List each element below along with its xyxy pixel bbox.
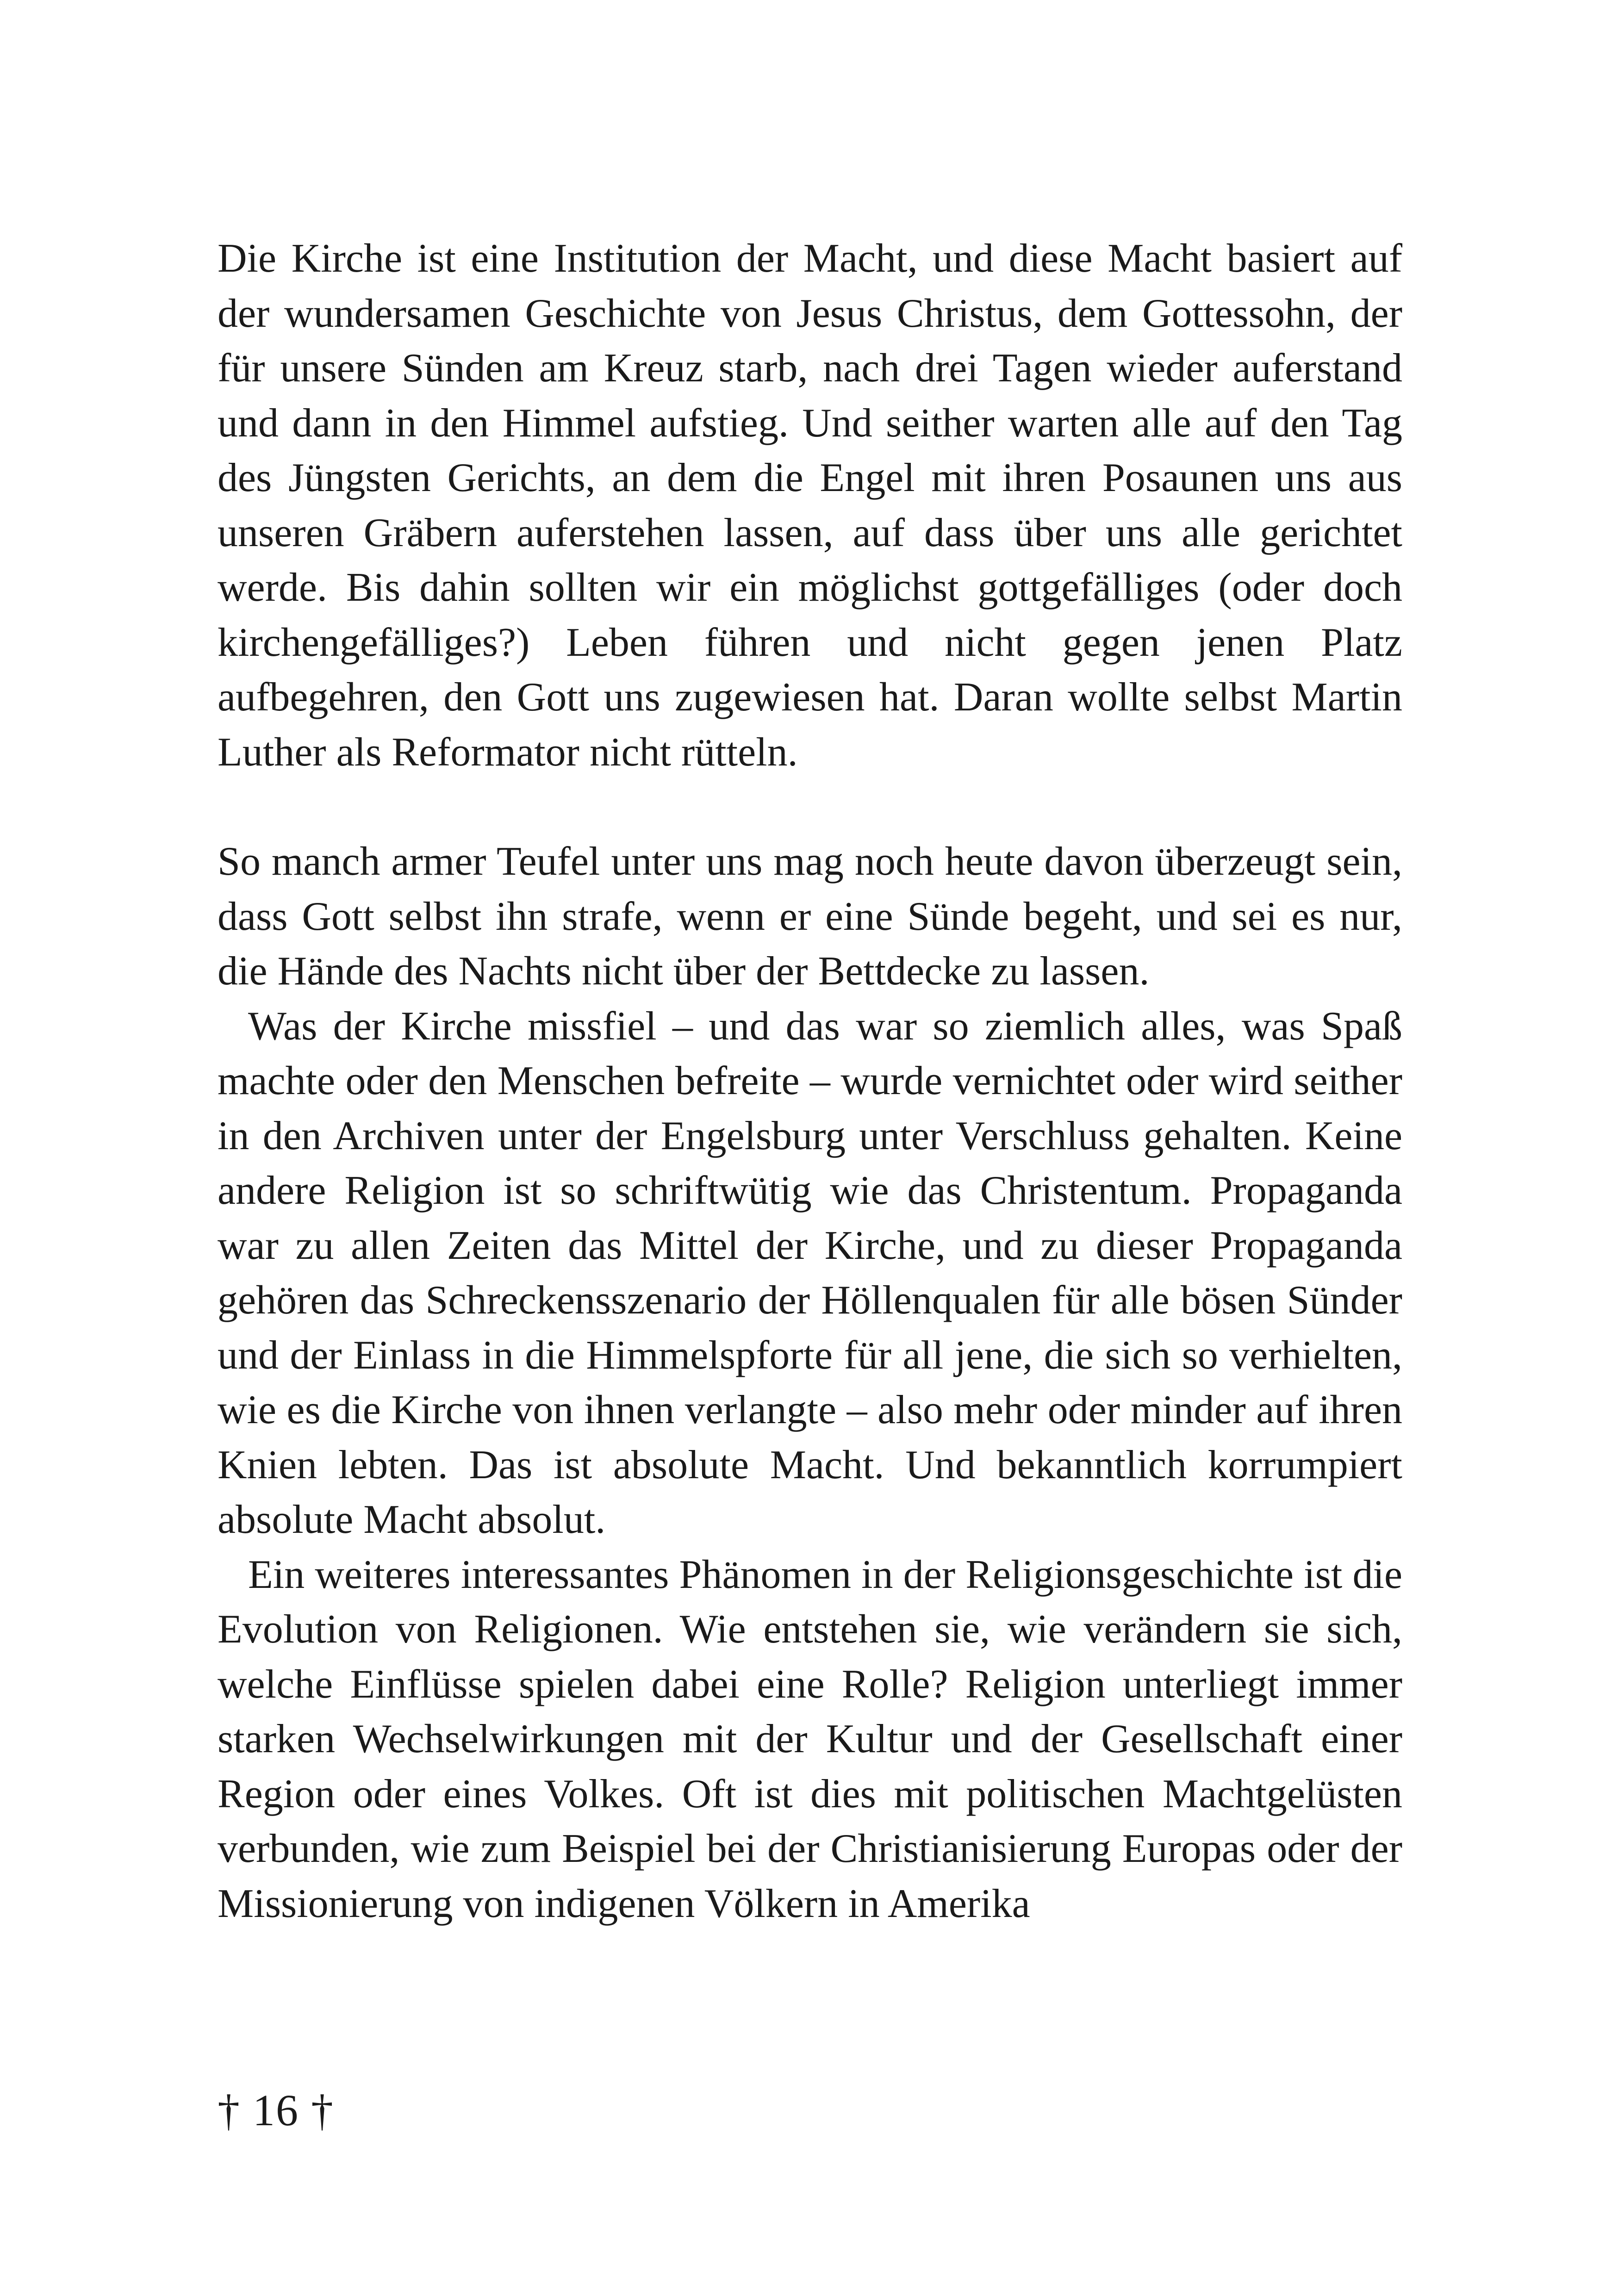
paragraph-religion-evolution: Ein weiteres interessantes Phänomen in der Religionsgeschichte ist die Evolution von Religionen. Wie entstehen sie, wie verändern sie sich, welche Einflüsse spielen dabei eine Rolle? Religion unterliegt immer starken Wechselwirkungen mit der Kultur und der Gesellschaft einer Region oder eines Volkes. Oft ist dies mit politischen Machtgelüsten verbunden, wie zum Beispiel bei der Christianisierung Europas oder der Missionierung von indigenen Völkern in Amerika [218, 1552, 1402, 1926]
body-text [218, 231, 1402, 1931]
paragraph-poor-devil: So manch armer Teufel unter uns mag noch heute davon überzeugt sein, dass Gott selbst ihn strafe, wenn er eine Sünde begeht, und sei es nur, die Hände des Nachts nicht über der Bettdecke zu lassen. [218, 839, 1402, 994]
paragraph-propaganda: Was der Kirche missfiel – und das war so ziemlich alles, was Spaß machte oder den Menschen befreite – wurde vernichtet oder wird seither in den Archiven unter der Engelsburg unter Verschluss gehalten. Keine andere Religion ist so schriftwütig wie das Christentum. Propaganda war zu allen Zeiten das Mittel der Kirche, und zu dieser Propaganda gehören das Schreckensszenario der Höllenqualen für alle bösen Sünder und der Einlass in die Himmelspforte für all jene, die sich so verhielten, wie es die Kirche von ihnen verlangte – also mehr oder minder auf ihren Knien lebten. Das ist absolute Macht. Und bekanntlich korrumpiert absolute Macht absolut. [218, 1003, 1402, 1542]
paragraph-church-power: Die Kirche ist eine Institution der Macht, und diese Macht basiert auf der wundersamen Geschichte von Jesus Christus, dem Gottessohn, der für unsere Sünden am Kreuz starb, nach drei Tagen wieder auferstand und dann in den Himmel aufstieg. Und seither warten alle auf den Tag des Jüngsten Gerichts, an dem die Engel mit ihren Posaunen uns aus unseren Gräbern auferstehen lassen, auf dass über uns alle gerichtet werde. Bis dahin sollten wir ein möglichst gottgefälliges (oder doch kirchengefälliges?) Leben führen und nicht gegen jenen Platz aufbegehren, den Gott uns zugewiesen hat. Daran wollte selbst Martin Luther als Reformator nicht rütteln. [218, 236, 1402, 775]
page-number: † 16 † [218, 2085, 334, 2135]
